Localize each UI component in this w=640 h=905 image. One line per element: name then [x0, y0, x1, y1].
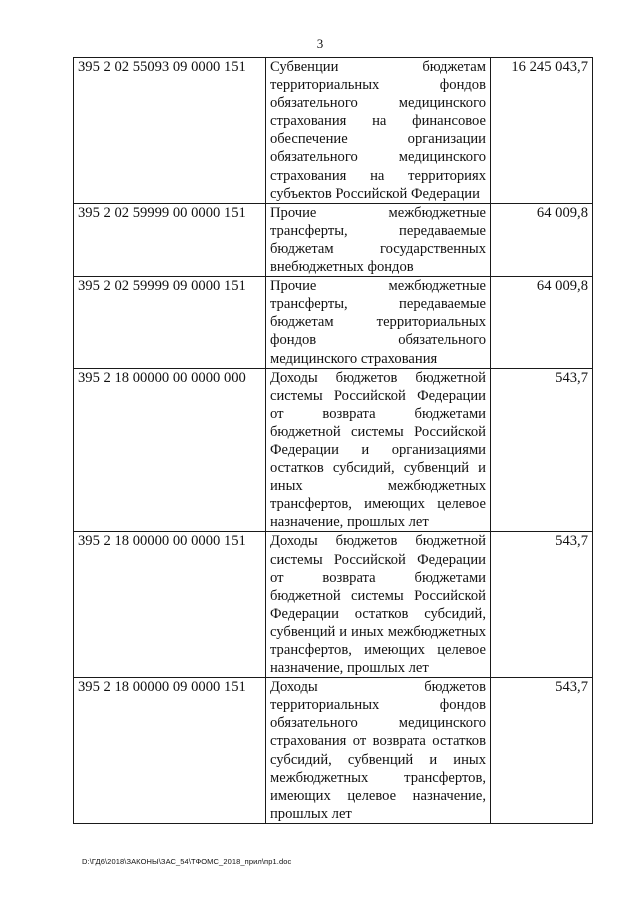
table-row	[74, 532, 593, 678]
document-file-path: D:\ГД6\2018\ЗАКОНЫ\ЗАС_54\ТФОМС_2018_прил\пр1.doc	[82, 857, 292, 866]
budget-classification-code: 395 2 02 55093 09 0000 151	[74, 58, 266, 204]
revenue-amount: 543,7	[491, 368, 593, 532]
table-row	[74, 58, 593, 204]
revenue-name: Доходы бюджетов территориальных фондов обязательного медицинского страхования от возврата остатков субсидий, субвенций и иных межбюджетных трансфертов, имеющих целевое назначение, прошлых лет	[266, 678, 491, 824]
budget-revenue-table	[73, 57, 593, 824]
revenue-amount: 16 245 043,7	[491, 58, 593, 204]
revenue-name: Субвенции бюджетам территориальных фондов обязательного медицинского страхования на финансовое обеспечение организации обязательного медицинского страхования на территориях субъектов Российской Федерации	[266, 58, 491, 204]
budget-classification-code: 395 2 02 59999 09 0000 151	[74, 277, 266, 368]
revenue-name: Прочие межбюджетные трансферты, передаваемые бюджетам территориальных фондов обязательного медицинского страхования	[266, 277, 491, 368]
table-row	[74, 368, 593, 532]
revenue-amount: 543,7	[491, 678, 593, 824]
table-row	[74, 203, 593, 276]
revenue-name: Доходы бюджетов бюджетной системы Российской Федерации от возврата бюджетами бюджетной системы Российской Федерации и организациями остатков субсидий, субвенций и иных межбюджетных трансфертов, имеющих целевое назначение, прошлых лет	[266, 368, 491, 532]
table-row	[74, 678, 593, 824]
table-row	[74, 277, 593, 368]
budget-classification-code: 395 2 18 00000 00 0000 000	[74, 368, 266, 532]
revenue-amount: 543,7	[491, 532, 593, 678]
revenue-name: Прочие межбюджетные трансферты, передаваемые бюджетам государственных внебюджетных фондов	[266, 203, 491, 276]
revenue-amount: 64 009,8	[491, 277, 593, 368]
revenue-name: Доходы бюджетов бюджетной системы Российской Федерации от возврата бюджетами бюджетной системы Российской Федерации остатков субсидий, субвенций и иных межбюджетных трансфертов, имеющих целевое назначение, прошлых лет	[266, 532, 491, 678]
budget-classification-code: 395 2 18 00000 00 0000 151	[74, 532, 266, 678]
page-number: 3	[316, 36, 324, 51]
revenue-amount: 64 009,8	[491, 203, 593, 276]
budget-classification-code: 395 2 18 00000 09 0000 151	[74, 678, 266, 824]
budget-classification-code: 395 2 02 59999 00 0000 151	[74, 203, 266, 276]
